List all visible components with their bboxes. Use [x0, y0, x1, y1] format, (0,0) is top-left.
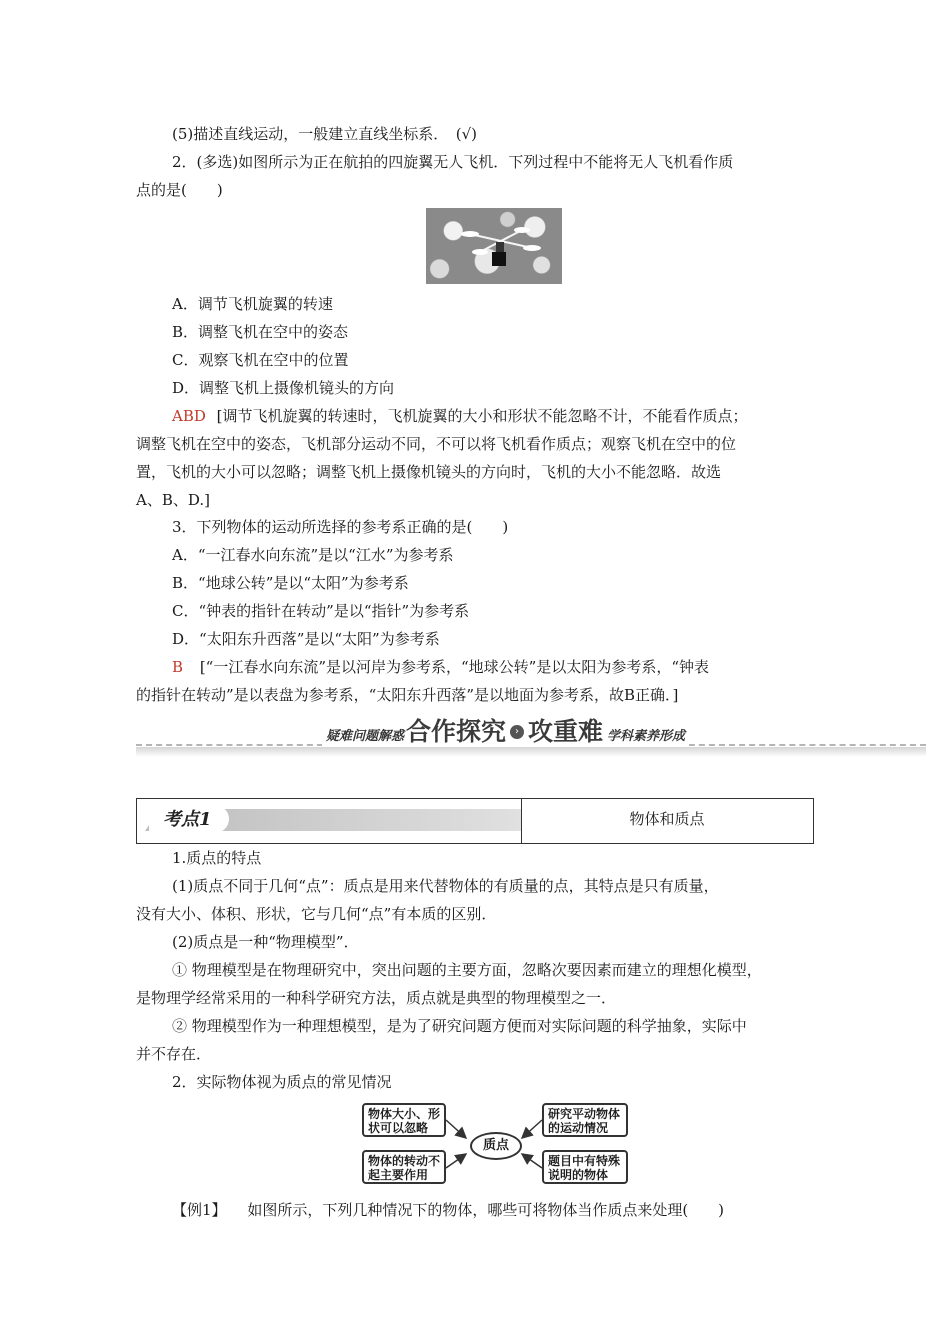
banner-main-label-1: 合作探究: [406, 717, 507, 746]
section-1-heading: 1.质点的特点: [172, 849, 262, 867]
section-2-heading: 2．实际物体视为质点的常见情况: [172, 1073, 392, 1091]
q3-answer: B: [172, 658, 184, 676]
q2-explanation-line-1: [172, 406, 748, 426]
example-1-line: [172, 1200, 724, 1220]
q3-option-c: C．“钟表的指针在转动”是以“指针”为参考系: [172, 602, 470, 620]
q2-option-b: B．调整飞机在空中的姿态: [172, 323, 349, 341]
q3-explanation-line-2: 的指针在转动”是以表盘为参考系，“太阳东升西落”是以地面为参考系，故B正确．]: [136, 686, 679, 704]
example-1-tag: 【例1】: [172, 1201, 227, 1219]
topic-title: 物体和质点: [629, 810, 705, 828]
section-1-point-2a: ② 物理模型作为一种理想模型，是为了研究问题方便而对实际问题的科学抽象，实际中: [172, 1017, 747, 1035]
diagram-box-translation: 研究平动物体的运动情况: [542, 1103, 628, 1137]
section-1-para-1a: (1)质点不同于几何“点”：质点是用来代替物体的有质量的点，其特点是只有质量，: [172, 877, 719, 895]
q2-answer: ABD: [172, 407, 206, 425]
section-1-point-2b: 并不存在．: [136, 1045, 212, 1063]
diagram-box-size-negligible: 物体大小、形状可以忽略: [362, 1103, 446, 1137]
section-1-para-1b: 没有大小、体积、形状，它与几何“点”有本质的区别．: [136, 905, 497, 923]
drone-icon: [426, 208, 562, 284]
q2-explanation-line-2: 调整飞机在空中的姿态，飞机部分运动不同，不可以将飞机看作质点；观察飞机在空中的位: [136, 435, 737, 453]
banner-main-label-2: 攻重难: [528, 717, 604, 746]
q2-explanation-line-3: 置，飞机的大小可以忽略；调整飞机上摄像机镜头的方向时，飞机的大小不能忽略．故选: [136, 463, 722, 481]
diagram-center-particle: 质点: [470, 1132, 522, 1160]
q2-option-a: A．调节飞机旋翼的转速: [172, 295, 333, 313]
q2-explanation-text: [调节飞机旋翼的转速时，飞机旋翼的大小和形状不能忽略不计，不能看作质点；: [216, 407, 748, 425]
example-1-text: 如图所示，下列几种情况下的物体，哪些可将物体当作质点来处理( ): [247, 1201, 725, 1219]
q3-stem: 3．下列物体的运动所选择的参考系正确的是( ): [172, 518, 509, 536]
section-1-point-1a: ① 物理模型是在物理研究中，突出问题的主要方面，忽略次要因素而建立的理想化模型，: [172, 961, 762, 979]
q2-stem-cont: 点的是( ): [136, 181, 223, 199]
banner-left-label: 疑难问题解惑: [326, 729, 405, 744]
q2-option-d: D．调整飞机上摄像机镜头的方向: [172, 379, 395, 397]
q1-item-5: (5)描述直线运动，一般建立直线坐标系． (√): [172, 125, 478, 143]
q3-explanation-text: [“一江春水向东流”是以河岸为参考系，“地球公转”是以太阳为参考系，“钟表: [199, 658, 710, 676]
q2-stem: 2．(多选)如图所示为正在航拍的四旋翼无人飞机．下列过程中不能将无人飞机看作质: [172, 153, 734, 171]
banner-arrow-icon: ›: [510, 725, 524, 739]
section-1-point-1b: 是物理学经常采用的一种科学研究方法，质点就是典型的物理模型之一．: [136, 989, 617, 1007]
topic-tag-label: 考点1: [163, 809, 212, 830]
topic-tag-area: [137, 799, 521, 843]
banner-title: [322, 717, 689, 747]
section-1-para-2: (2)质点是一种“物理模型”．: [172, 933, 359, 951]
q3-option-b: B．“地球公转”是以“太阳”为参考系: [172, 574, 409, 592]
diagram-box-special-statement: 题目中有特殊说明的物体: [542, 1150, 628, 1184]
q2-explanation-line-4: A、B、D.]: [136, 491, 210, 509]
q3-explanation-line-1: [172, 657, 709, 677]
banner-right-label: 学科素养形成: [607, 729, 686, 744]
q2-option-c: C．观察飞机在空中的位置: [172, 351, 349, 369]
banner-shadow: [136, 747, 926, 757]
diagram-box-rotation-minor: 物体的转动不起主要作用: [362, 1150, 446, 1184]
topic-header-box: [136, 798, 814, 844]
drone-photo: [426, 208, 562, 284]
q3-option-d: D．“太阳东升西落”是以“太阳”为参考系: [172, 630, 440, 648]
q3-option-a: A．“一江春水向东流”是以“江水”为参考系: [172, 546, 454, 564]
